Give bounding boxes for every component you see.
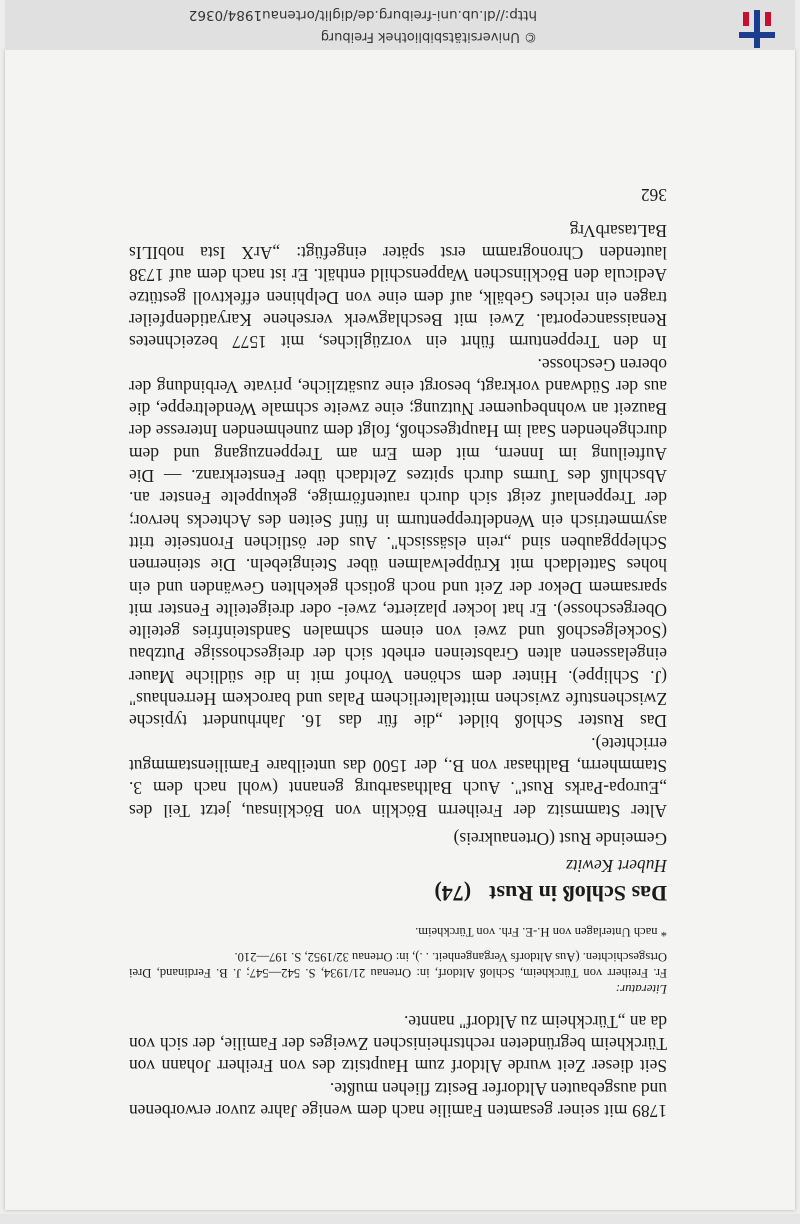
literature-text: Fr. Freiherr von Türckheim, Schloß Altdorf, in: Ortenau 21/1934, S. 542—547; J. B. Ferdinand, Drei Ortsgeschichten. (Aus Altdorfs Vergangenheit. . .), in: Ortenau 32/1952, S. 197—210. [129,949,667,980]
paragraph-architecture: Das Ruster Schloß bildet „die für das 16. Jahrhundert typische Zwischenstufe zwischen mittelalterlichem Palas und barockem Herrenhaus" (J. Schlippe). Hinter dem schönen Vorhof mit in die südliche Mauer eingelassenen alten Grabsteinen erhebt sich der dreigeschossige Putzbau (Sockelgeschoß und zwei von einem schmalen Sandsteinfries geteilte Obergeschosse). Er hat locker plazierte, zwei- oder dreigeteilte Fenster mit sparsamem Dekor der Zeit und noch gotisch gekehlten Gewänden und ein hohes Satteldach mit Krüppelwalmen über Steingiebeln. Die steinernen Schleppgauben sind „rein elsässisch". Aus der östlichen Frontseite tritt asymmetrisch ein Wendeltreppenturm in fünf Seiten des Achtecks hervor; der Treppenlauf zeigt sich durch rautenförmige, gekuppelte Fenster an. Abschluß des Turms durch spitzes Zeltdach über Fensterkranz. — Die Aufteilung im Innern, mit dem Ern am Treppenzugang und dem durchgehenden Saal im Hauptgeschoß, folgt dem zunehmenden Interesse der Bauzeit an wohnbequemer Nutzung; eine zweite schmale Wendeltreppe, die aus der Südwand vorkragt, besorgt eine zusätzliche, private Verbindung der oberen Geschosse. [129,354,667,732]
article-title: Das Schloß in Rust [489,880,667,906]
copyright-text: © Universitätsbibliothek Freiburg [320,29,537,44]
article-number: (74) [434,880,472,906]
intro-paragraph: 1789 mit seiner gesamten Familie nach dem wenige Jahre zuvor erworbenen und ausgebauten Altdorfer Besitz fliehen mußte. [129,1078,667,1121]
library-logo-icon [739,8,775,48]
article-title-line [129,880,667,906]
top-bar [0,1214,800,1224]
page-content [129,185,667,1123]
viewer-footer [5,0,795,50]
page-number: 362 [640,185,667,206]
paragraph-portal: In den Treppenturm führt ein vorzügliches, mit 1577 bezeichnetes Renaissanceportal. Zwei mit Beschlagwerk versehene Karyatidenpfeiler tragen ein reiches Gebälk, auf dem eine von Delphinen effektvoll gestütze Aedicula den Böcklinschen Wappenschild enthält. Er ist nach dem auf 1738 lautenden Chronogramm erst später eingefügt: „ArX Ista nobILIs BaLtasarbVrg [129,220,667,353]
literature-heading: Literatur: [615,981,667,997]
paragraph-altdorf-seat: Seit dieser Zeit wurde Altdorf zum Hauptsitz des von Freiherr Johann von Türckheim begründeten rechtsrheinischen Zweiges der Familie, der sich von da an „Türckheim zu Altdorf" nannte. [129,1011,667,1077]
permalink-url[interactable]: http://dl.ub.uni-freiburg.de/diglit/ortenau1984/0362 [188,7,537,23]
scanned-page[interactable] [5,50,795,1210]
paragraph-stammsitz: Alter Stammsitz der Freiherrn Böcklin von Böcklinsau, jetzt Teil des „Europa-Parks Rust". Auch Balthasarburg genannt (wohl nach dem 3. Stammherrn, Balthasar von B., der 1500 das unteilbare Familienstammgut errichtete). [129,733,667,821]
community-name: Gemeinde Rust (Ortenaukreis) [453,828,667,849]
author-name: Hubert Kewitz [566,855,667,876]
footnote: * nach Unterlagen von H.-E. Frh. von Türckheim. [415,924,667,939]
